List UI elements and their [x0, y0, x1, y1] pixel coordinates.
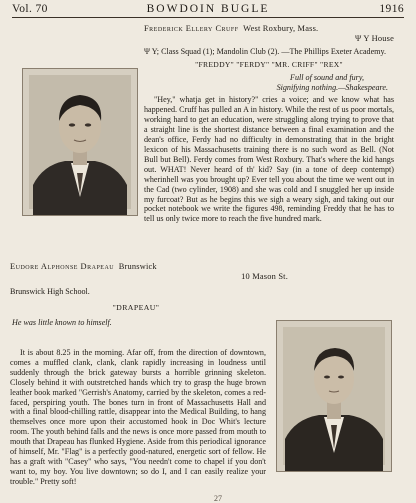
activities: Ψ Υ; Class Squad (1); Mandolin Club (2). —The Phillips Exeter Academy. [144, 46, 387, 56]
publication-title: BOWDOIN BUGLE [146, 3, 270, 15]
address: 10 Mason St. [241, 271, 288, 281]
nickname: "DRAPEAU" [112, 302, 160, 312]
student-name: Eudore Alphonse Drapeau [10, 262, 115, 271]
entry-drapeau-body [10, 348, 266, 487]
nicknames: "FREDDY" "FERDY" "MR. CRIFF" "REX" [195, 59, 343, 69]
epigraph: He was little known to himself. [12, 317, 112, 327]
volume-label: Vol. 70 [12, 3, 48, 15]
biography-paragraph: "Hey," whatja get in history?" cries a voice; and we know what has happened. Cruff has pulled an A in history. While the rest of us poor mortals, working hard to get an education, were struggling along trying to prove that a straight line is the shortest distance between a final examination and the dean's office, Ferdy had no difficulty in demonstrating that in the bright lexicon of his Massachusetts training there is no such word as Bell. (Not Bull but Bell). Ferdy comes from West Roxbury. That's where the kid hangs out. WHAT! Never heard of th' kid? Say (in a tone of deep contempt) wherinhell was you brought up? Ever tell you about the time we went out in the Cad (two cylinder, 1908) and she was cold and I snuggled her up inside my furcoat? But as he begins this we sigh a weary sigh, and taking out our pocket notebook we write the figures 498, reminding Freddy that he has to tell us only twice more to reach the five hundred mark. [144, 95, 394, 224]
page-number: 27 [214, 494, 222, 503]
epigraph-line-1: Full of sound and fury, [290, 72, 364, 82]
portrait-photo-cruff [22, 68, 138, 216]
year-label: 1916 [379, 3, 404, 15]
header-rule [12, 17, 404, 18]
school: Brunswick High School. [10, 286, 90, 296]
house: Ψ Υ House [355, 33, 394, 43]
biography-paragraph: It is about 8.25 in the morning. Afar off, from the direction of downtown, comes a muffled clank, clank, clank rapidly increasing in loudness until suddenly through the brick gateway bursts a horrible grinning skeleton. Closely behind it with outstretched hands which try to grasp the huge brown leather book marked "Gerrish's Anatomy, carried by the skeleton, comes a red-faced, perspiring youth. The bones turn in front of Massachusetts Hall and with a final blood-chilling rattle, disappear into the Medical Building, to hang themselves once more upon their accustomed hook in Doc Whit's lecture room. The youth behind falls and the news is once more passed from mouth to mouth that Drapeau has flunked Hygiene. Aside from this periodical ignorance of himself, Mr. "Flag" is a perfectly good-natured, energetic sort of fellow. He has a graft with "Casey" who says, "You needn't come to chapel if you don't want to, my boy. You live downtown; so do I, and I can easily realize your trouble." Pretty soft! [10, 348, 266, 486]
town: Brunswick [118, 262, 157, 271]
student-name: Frederick Ellery Cruff [144, 24, 239, 33]
entry-cruff [144, 24, 394, 224]
entry-drapeau [10, 262, 288, 328]
epigraph-line-2: Signifying nothing.—Shakespeare. [276, 82, 388, 92]
portrait-photo-drapeau [276, 320, 392, 472]
hometown: West Roxbury, Mass. [243, 24, 319, 33]
